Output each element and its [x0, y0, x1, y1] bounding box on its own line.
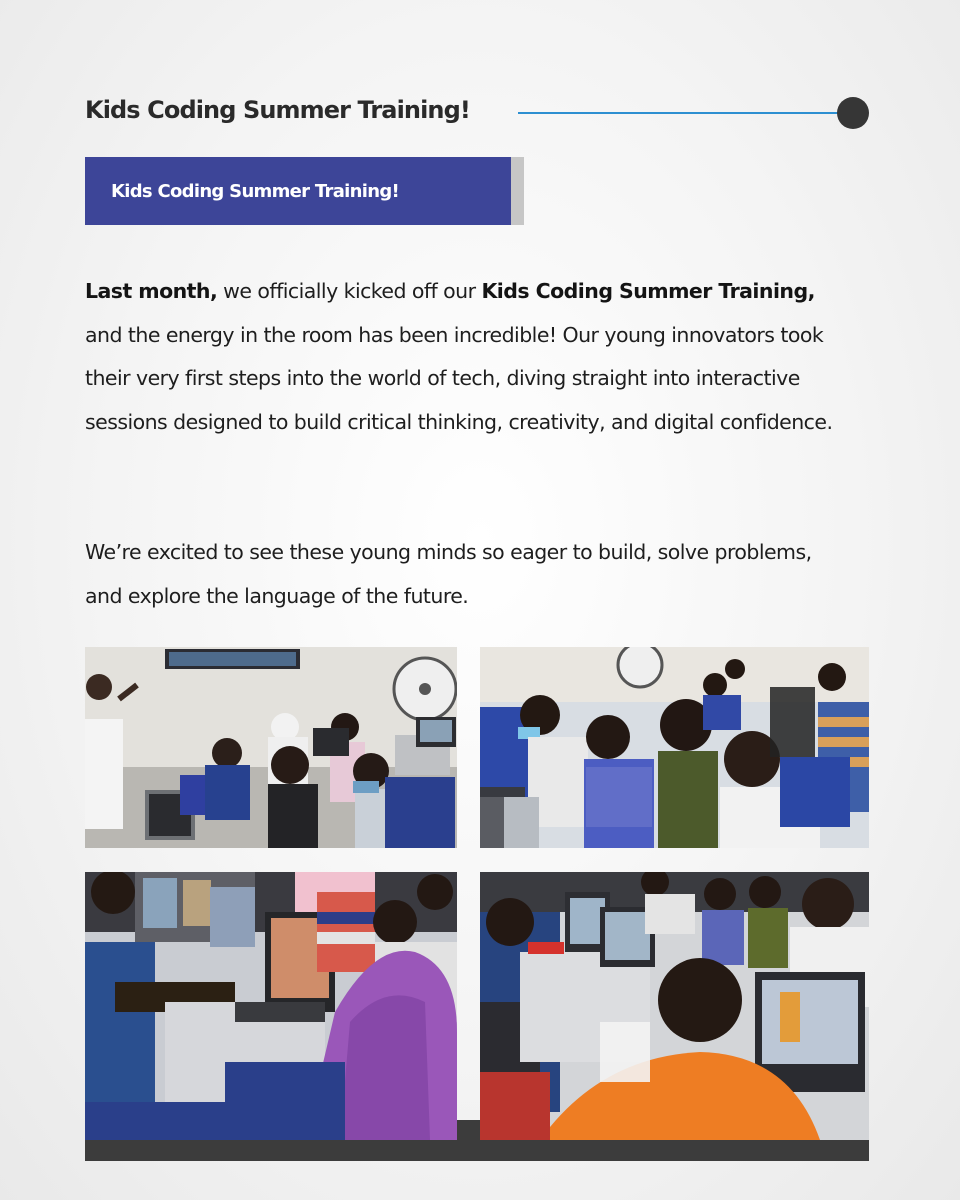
classroom-photo-2	[480, 647, 869, 848]
classroom-photo-3	[85, 872, 457, 1140]
banner-shadow	[511, 157, 524, 225]
header-title: Kids Coding Summer Training!	[85, 96, 470, 124]
header-rule	[518, 112, 843, 114]
header-dot	[837, 97, 869, 129]
banner-text: Kids Coding Summer Training!	[111, 180, 400, 202]
classroom-photo-1	[85, 647, 457, 848]
title-banner	[85, 157, 511, 225]
intro-paragraph	[85, 270, 845, 444]
intro-text-2: and the energy in the room has been incredible! Our young innovators took their very first steps into the world of tech, diving straight into interactive sessions designed to build critical thinking, creativity, and digital confidence.	[85, 322, 833, 434]
classroom-photo-4	[480, 872, 869, 1140]
intro-program-bold: Kids Coding Summer Training,	[481, 279, 815, 303]
intro-text-1: we officially kicked off our	[217, 279, 482, 303]
closing-paragraph: We’re excited to see these young minds so eager to build, solve problems, and explore the language of the future.	[85, 540, 812, 608]
intro-lead-bold: Last month,	[85, 279, 218, 303]
